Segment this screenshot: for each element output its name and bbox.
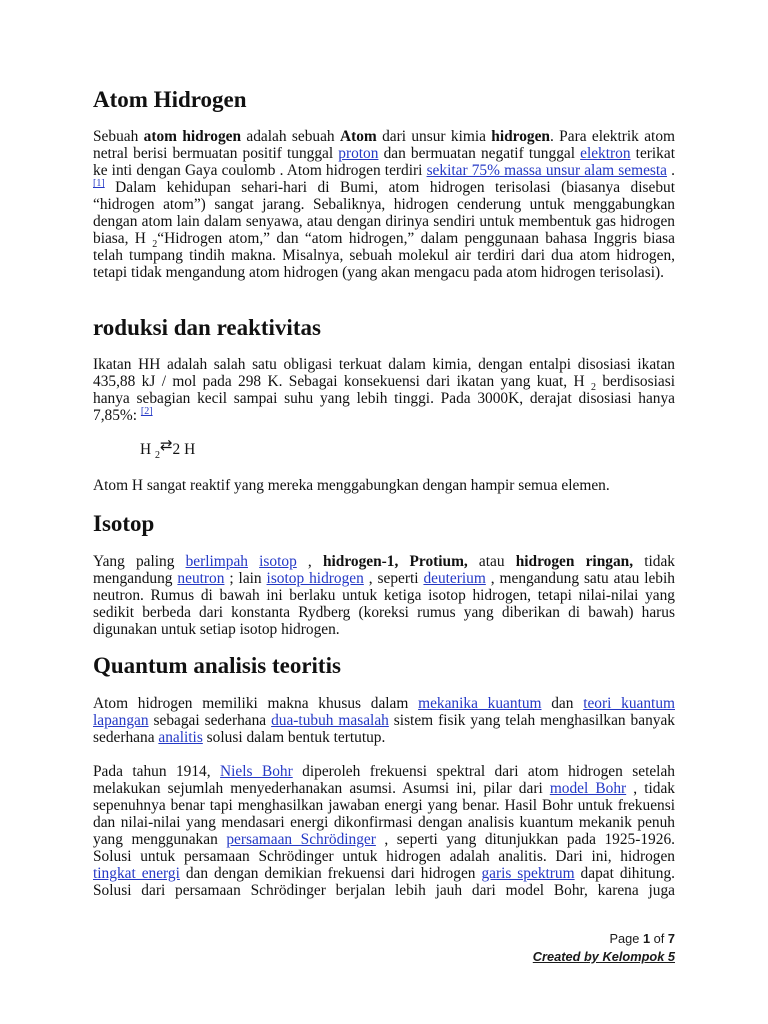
text-line xyxy=(93,407,675,424)
text-run: dan nilai-nilai yang mendasari energi dikonfirmasi dengan analisis kuantum mekanik penuh xyxy=(93,814,675,831)
text-run: sederhana xyxy=(93,729,159,746)
text-run: “hidrogen atom”) sangat jarang. Sebaliknya, hidrogen cenderung untuk menggabungkan xyxy=(93,196,675,213)
chemical-equation xyxy=(140,436,196,462)
section-heading-quantum: Quantum analisis teoritis xyxy=(93,653,341,678)
page-indicator xyxy=(609,931,675,946)
paragraph-ikatan xyxy=(93,356,675,424)
isotop-hidrogen-link[interactable]: isotop hidrogen xyxy=(266,570,364,587)
text-line xyxy=(93,797,675,814)
text-line xyxy=(93,570,675,587)
citation-1-link[interactable]: [1] xyxy=(93,177,105,189)
proton-link[interactable]: proton xyxy=(338,145,379,162)
lapangan-link[interactable]: lapangan xyxy=(93,712,149,729)
text-run: atau xyxy=(467,553,516,570)
text-run: digunakan untuk setiap isotop hidrogen. xyxy=(93,621,340,638)
text-run: Ikatan HH adalah salah satu obligasi terkuat dalam kimia, dengan entalpi disosiasi ikatan xyxy=(93,356,675,373)
text-line xyxy=(93,865,675,882)
bold-text: atom hidrogen xyxy=(143,128,242,145)
paragraph-reaktif xyxy=(93,477,675,494)
text-run: Dalam kehidupan sehari-hari di Bumi, atom hidrogen terisolasi (biasanya disebut xyxy=(104,179,675,196)
text-run: , xyxy=(296,553,323,570)
text-line xyxy=(93,264,675,281)
text-run: , seperti xyxy=(363,570,424,587)
text-line xyxy=(93,814,675,831)
of-word: of xyxy=(653,931,665,946)
section-heading-reaktivitas: roduksi dan reaktivitas xyxy=(93,315,321,340)
text-line xyxy=(93,162,675,179)
text-run: berdisosiasi xyxy=(595,373,675,390)
text-run: “Hidrogen atom,” dan “atom hidrogen,” dalam penggunaan bahasa Inggris biasa xyxy=(157,230,675,247)
text-run: sedikit berbeda dari konstanta Rydberg (koreksi rumus yang diberikan di bawah) harus xyxy=(93,604,675,621)
page-word: Page xyxy=(609,931,640,946)
bold-text: hidrogen-1, Protium, xyxy=(322,553,468,570)
text-run: hanya sebagian kecil sampai suhu yang lebih tinggi. Pada 3000K, derajat disosiasi hanya xyxy=(93,390,675,407)
text-line xyxy=(93,477,675,494)
text-run: sebagai sederhana xyxy=(148,712,272,729)
teori-kuantum-link[interactable]: teori kuantum xyxy=(583,695,675,712)
section-heading-isotop: Isotop xyxy=(93,511,155,536)
text-run: telah tumpang tindih makna. Misalnya, sebuah molekul air terdiri dari dua atom hidrogen, xyxy=(93,247,675,264)
text-run: ; lain xyxy=(224,570,267,587)
berlimpah-link[interactable]: berlimpah xyxy=(185,553,248,570)
text-run: dan xyxy=(541,695,584,712)
text-run: yang menggunakan xyxy=(93,831,227,848)
isotop-link[interactable]: isotop xyxy=(259,553,297,570)
text-run: , tidak xyxy=(626,780,675,797)
text-run: Atom hidrogen memiliki makna khusus dalam xyxy=(93,695,419,712)
text-line xyxy=(140,436,196,462)
paragraph-atom-hidrogen xyxy=(93,128,675,281)
text-run: dari unsur kimia xyxy=(376,128,492,145)
text-line xyxy=(93,729,675,746)
text-run: adalah sebuah xyxy=(241,128,340,145)
elektron-link[interactable]: elektron xyxy=(580,145,631,162)
model-bohr-link[interactable]: model Bohr xyxy=(549,780,627,797)
citation-2-link[interactable]: [2] xyxy=(140,405,153,417)
text-line xyxy=(93,712,675,729)
text-line xyxy=(93,763,675,780)
total-pages-number: 7 xyxy=(667,931,675,946)
text-run: , mengandung satu atau lebih xyxy=(485,570,675,587)
text-line xyxy=(93,145,675,162)
text-run: sepenuhnya benar tapi menghasilkan jawaban energi yang benar. Hasil Bohr untuk frekuensi xyxy=(93,797,675,814)
text-run: dapat dihitung. xyxy=(574,865,675,882)
text-run: tidak xyxy=(633,553,675,570)
text-line xyxy=(93,695,675,712)
text-run: . Para elektrik atom xyxy=(550,128,675,145)
text-line xyxy=(93,553,675,570)
text-run: H xyxy=(140,441,155,458)
text-run: tetapi tidak mengandung atom hidrogen (yang akan mengacu pada atom hidrogen terisolasi). xyxy=(93,264,664,281)
text-run: terikat xyxy=(630,145,675,162)
text-run: 7,85%: xyxy=(93,407,141,424)
subscript-text: 2 xyxy=(154,450,160,462)
persamaan-schrodinger-link[interactable]: persamaan Schrödinger xyxy=(226,831,376,848)
text-run: netral berisi bermuatan positif tunggal xyxy=(93,145,339,162)
text-run: dengan atom lain dalam senyawa, atau dengan dirinya sendiri untuk membentuk gas hidrogen xyxy=(93,213,675,230)
niels-bohr-link[interactable]: Niels Bohr xyxy=(220,763,293,780)
dua-tubuh-masalah-link[interactable]: dua-tubuh masalah xyxy=(271,712,389,729)
deuterium-link[interactable]: deuterium xyxy=(423,570,486,587)
text-run: Solusi dari persamaan Schrödinger berjalan lebih jauh dari model Bohr, karena juga xyxy=(93,882,675,899)
analitis-link[interactable]: analitis xyxy=(158,729,203,746)
text-run: Pada tahun 1914, xyxy=(93,763,221,780)
text-line xyxy=(93,604,675,621)
paragraph-quantum-bohr xyxy=(93,763,675,899)
text-line xyxy=(93,356,675,373)
text-line xyxy=(93,882,675,899)
text-run: biasa, H xyxy=(93,230,153,247)
text-run: , seperti yang ditunjukkan pada 1925-1926. xyxy=(375,831,675,848)
text-run: diperoleh frekuensi spektral dari atom hidrogen setelah xyxy=(292,763,675,780)
text-line xyxy=(93,831,675,848)
text-line xyxy=(93,230,675,251)
text-line xyxy=(93,196,675,213)
paragraph-quantum-intro xyxy=(93,695,675,746)
text-run: dan bermuatan negatif tunggal xyxy=(378,145,581,162)
tingkat-energi-link[interactable]: tingkat energi xyxy=(93,865,180,882)
bold-text: Atom xyxy=(339,128,377,145)
bold-text: hidrogen xyxy=(491,128,550,145)
mekanika-kuantum-link[interactable]: mekanika kuantum xyxy=(418,695,542,712)
text-line xyxy=(93,213,675,230)
text-run: 2 H xyxy=(172,441,196,458)
text-line xyxy=(93,848,675,865)
neutron-link[interactable]: neutron xyxy=(177,570,225,587)
text-run: Atom H sangat reaktif yang mereka menggabungkan dengan hampir semua elemen. xyxy=(93,477,610,494)
text-line xyxy=(93,373,675,394)
current-page-number: 1 xyxy=(642,931,651,946)
sekitar-75-massa-unsur-alam-semesta-link[interactable]: sekitar 75% massa unsur alam semesta xyxy=(426,162,667,179)
subscript-text: 2 xyxy=(152,239,158,251)
text-line xyxy=(93,621,675,638)
text-run: ke inti dengan Gaya coulomb . Atom hidrogen terdiri xyxy=(93,162,427,179)
text-run: solusi dalam bentuk tertutup. xyxy=(202,729,386,746)
text-run: dan dengan demikian frekuensi dari hidrogen xyxy=(179,865,482,882)
garis-spektrum-link[interactable]: garis spektrum xyxy=(481,865,575,882)
text-run: melakukan sejumlah menyederhanakan asumsi. Asumsi ini, pilar dari xyxy=(93,780,550,797)
text-line xyxy=(93,587,675,604)
equilibrium-arrow-symbol: ⇄ xyxy=(159,436,173,454)
paragraph-isotop xyxy=(93,553,675,638)
text-line xyxy=(93,179,675,196)
text-run: Sebuah xyxy=(93,128,144,145)
text-run: sistem fisik yang telah menghasilkan banyak xyxy=(388,712,675,729)
footer-credit: Created by Kelompok 5 xyxy=(532,949,675,964)
text-run: Solusi untuk persamaan Schrödinger untuk hidrogen adalah analitis. Dari ini, hidrogen xyxy=(93,848,675,865)
subscript-text: 2 xyxy=(590,382,596,394)
text-run xyxy=(248,553,259,570)
section-heading-atom-hidrogen: Atom Hidrogen xyxy=(93,87,247,112)
text-run: neutron. Rumus di bawah ini berlaku untuk ketiga isotop hidrogen, tetapi nilai-nilai yang xyxy=(93,587,675,604)
text-line xyxy=(93,247,675,264)
text-line xyxy=(93,128,675,145)
text-run: . xyxy=(667,162,675,179)
text-run: Yang paling xyxy=(93,553,186,570)
bold-text: hidrogen ringan, xyxy=(515,553,634,570)
text-run: mengandung xyxy=(93,570,178,587)
text-line xyxy=(93,780,675,797)
text-line xyxy=(93,390,675,407)
text-run: 435,88 kJ / mol pada 298 K. Sebagai konsekuensi dari ikatan yang kuat, H xyxy=(93,373,591,390)
